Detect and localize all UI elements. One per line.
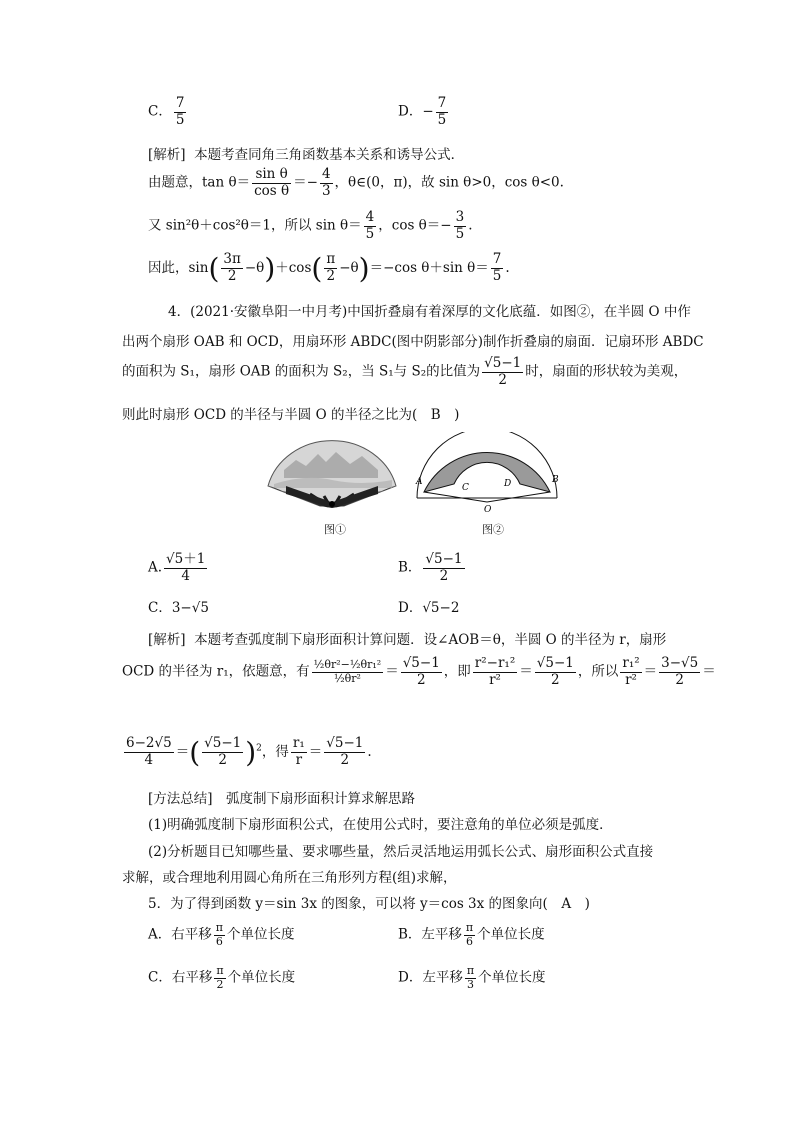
- q5-option-a: A．右平移 $\frac{\pi}{6}$ 个单位长度: [148, 921, 295, 948]
- q3-analysis: [解析] 本题考查同角三角函数基本关系和诱导公式．: [148, 147, 465, 163]
- method-item2b: 求解，或合理地利用圆心角所在三角形列方程(组)求解，: [122, 870, 457, 886]
- fraction: $\frac{7}{5}$: [175, 95, 185, 128]
- fraction: $\frac{3}{5}$: [455, 209, 465, 242]
- q4-option-a: A. $\frac{√5+1}{4}$: [148, 551, 206, 584]
- fraction: $\frac{3\pi}{2}$: [223, 251, 241, 284]
- shaded-annulus: [424, 453, 550, 492]
- q3-line4: 因此，sin( $\frac{3\pi}{2}$ −θ)＋cos( $\frac{\pi}{2}$ −θ)＝−cos θ＋sin θ＝ $\frac{7}{5}$ .: [148, 251, 510, 285]
- q5-option-d: D．左平移 $\frac{\pi}{3}$ 个单位长度: [398, 964, 546, 991]
- fraction: $\frac{3-√5}{2}$: [661, 655, 699, 688]
- q3-option-c: C． $\frac{7}{5}$: [148, 95, 185, 128]
- q4-analysis: [解析] 本题考查弧度制下扇形面积计算问题．设∠AOB＝θ，半圆 O 的半径为 r，扇形: [148, 632, 667, 648]
- q4-line3: 的面积为 S₁，扇形 OAB 的面积为 S₂，当 S₁与 S₂的比值为 $\frac{√5-1}{2}$ 时，扇面的形状较为美观，: [122, 355, 688, 388]
- method-item1: (1)明确弧度制下扇形面积公式，在使用公式时，要注意角的单位必须是弧度．: [148, 817, 613, 833]
- label-o: O: [484, 505, 492, 515]
- q4-line1: 4．(2021·安徽阜阳一中月考)中国折叠扇有着深厚的文化底蕴．如图②，在半圆 O 中作: [168, 304, 691, 320]
- fraction: $\frac{7}{5}$: [437, 95, 447, 128]
- label-b: B: [552, 475, 559, 485]
- fraction: $\frac{√5-1}{2}$: [402, 655, 440, 688]
- fig2-caption: 图②: [482, 523, 504, 536]
- left-paren: (: [208, 252, 220, 285]
- fraction: $\frac{4}{3}$: [321, 166, 331, 199]
- label-a: A: [416, 477, 423, 487]
- q5-option-b: B．左平移 $\frac{\pi}{6}$ 个单位长度: [398, 921, 545, 948]
- q4-line4: 则此时扇形 OCD 的半径与半圆 O 的半径之比为( B ): [122, 407, 460, 423]
- radius-ob: [487, 492, 550, 502]
- q4-option-b: B． $\frac{√5-1}{2}$: [398, 551, 463, 584]
- fan-pivot: [329, 501, 335, 507]
- fraction: $\frac{√5-1}{2}$: [484, 355, 522, 388]
- q3-option-d: D．− $\frac{7}{5}$: [398, 95, 447, 128]
- left-paren: (: [189, 736, 201, 769]
- label-d: D: [504, 479, 512, 489]
- fraction: $\frac{\pi}{6}$: [465, 921, 474, 948]
- method-item2a: (2)分析题目已知哪些量、要求哪些量，然后灵活地运用弧长公式、扇形面积公式直接: [148, 844, 654, 860]
- fraction: $\frac{√5-1}{2}$: [326, 735, 364, 768]
- fraction: $\frac{\text{½θr²−½θr₁²}}{\text{½θr²}}$: [313, 657, 382, 685]
- folding-fan-figure: [266, 440, 398, 512]
- fraction: $\frac{\pi}{2}$: [326, 251, 336, 284]
- q4-option-d: D．√5−2: [398, 600, 460, 616]
- fraction: $\frac{\text{sin θ}}{\text{cos θ}}$: [254, 166, 290, 199]
- fraction: $\frac{√5-1}{2}$: [204, 735, 242, 768]
- radius-oa: [424, 492, 487, 502]
- q3-line2: 由题意，tan θ＝ $\frac{\text{sin θ}}{\text{cos θ}}$ ＝− $\frac{4}{3}$ ，θ∈(0，π)，故 sin θ>0，cos θ<0.: [148, 166, 564, 199]
- q5-stem: 5．为了得到函数 y＝sin 3x 的图象，可以将 y＝cos 3x 的图象向( A ): [148, 896, 590, 912]
- fraction: $\frac{\pi}{3}$: [466, 964, 475, 991]
- label-c: C: [462, 483, 469, 493]
- q3-line3: 又 sin²θ＋cos²θ＝1，所以 sin θ＝ $\frac{4}{5}$ ，cos θ＝− $\frac{3}{5}$ .: [148, 209, 473, 242]
- left-paren: (: [311, 252, 323, 285]
- fraction: $\frac{7}{5}$: [492, 251, 502, 284]
- fraction: $\frac{√5+1}{4}$: [166, 551, 206, 584]
- fraction: $\frac{\pi}{6}$: [215, 921, 223, 948]
- fraction: $\frac{√5-1}{2}$: [536, 655, 574, 688]
- fraction: $\frac{6-2√5}{4}$: [126, 735, 172, 768]
- fraction: $\frac{\text{r₁²}}{\text{r²}}$: [622, 655, 640, 688]
- fig1-caption: 图①: [324, 523, 346, 536]
- fraction: $\frac{4}{5}$: [365, 209, 375, 242]
- fraction: $\frac{\text{r₁}}{r}$: [292, 735, 305, 768]
- right-paren: ): [245, 736, 257, 769]
- q5-option-c: C．右平移 $\frac{\pi}{2}$ 个单位长度: [148, 964, 296, 991]
- fraction: $\frac{√5-1}{2}$: [425, 551, 463, 584]
- q4-option-c: C．3−√5: [148, 600, 209, 616]
- method-title: [方法总结] 弧度制下扇形面积计算求解思路: [148, 791, 416, 807]
- q4-analysis-line2: OCD 的半径为 r₁，依题意，有 $\frac{\text{½θr²−½θr₁²}}{\text{½θr²}}$ ＝ $\frac{√5-1}{2}$ ，即 $\frac{\text{r²−r₁²}}{\text{r²}}$ ＝ $\frac{√5-1}{2}$ ，所以 $\frac{\text{r₁²}}{\text{r²}}$ ＝ $\frac{3-√5}{2}$ ＝: [122, 655, 716, 688]
- q4-analysis-line3: $\frac{6-2√5}{4}$ ＝( $\frac{√5-1}{2}$ )$^2$，得 $\frac{\text{r₁}}{r}$ ＝ $\frac{√5-1}{2}$ .: [126, 735, 372, 769]
- fraction: $\frac{\pi}{2}$: [216, 964, 224, 991]
- right-paren: ): [264, 252, 276, 285]
- q4-line2: 出两个扇形 OAB 和 OCD，用扇环形 ABDC(图中阴影部分)制作折叠扇的扇面．记扇环形 ABDC: [122, 334, 704, 350]
- exponent: 2: [256, 743, 262, 754]
- right-paren: ): [358, 252, 370, 285]
- annular-sector-figure: [412, 432, 562, 516]
- fraction: $\frac{\text{r²−r₁²}}{\text{r²}}$: [474, 655, 516, 688]
